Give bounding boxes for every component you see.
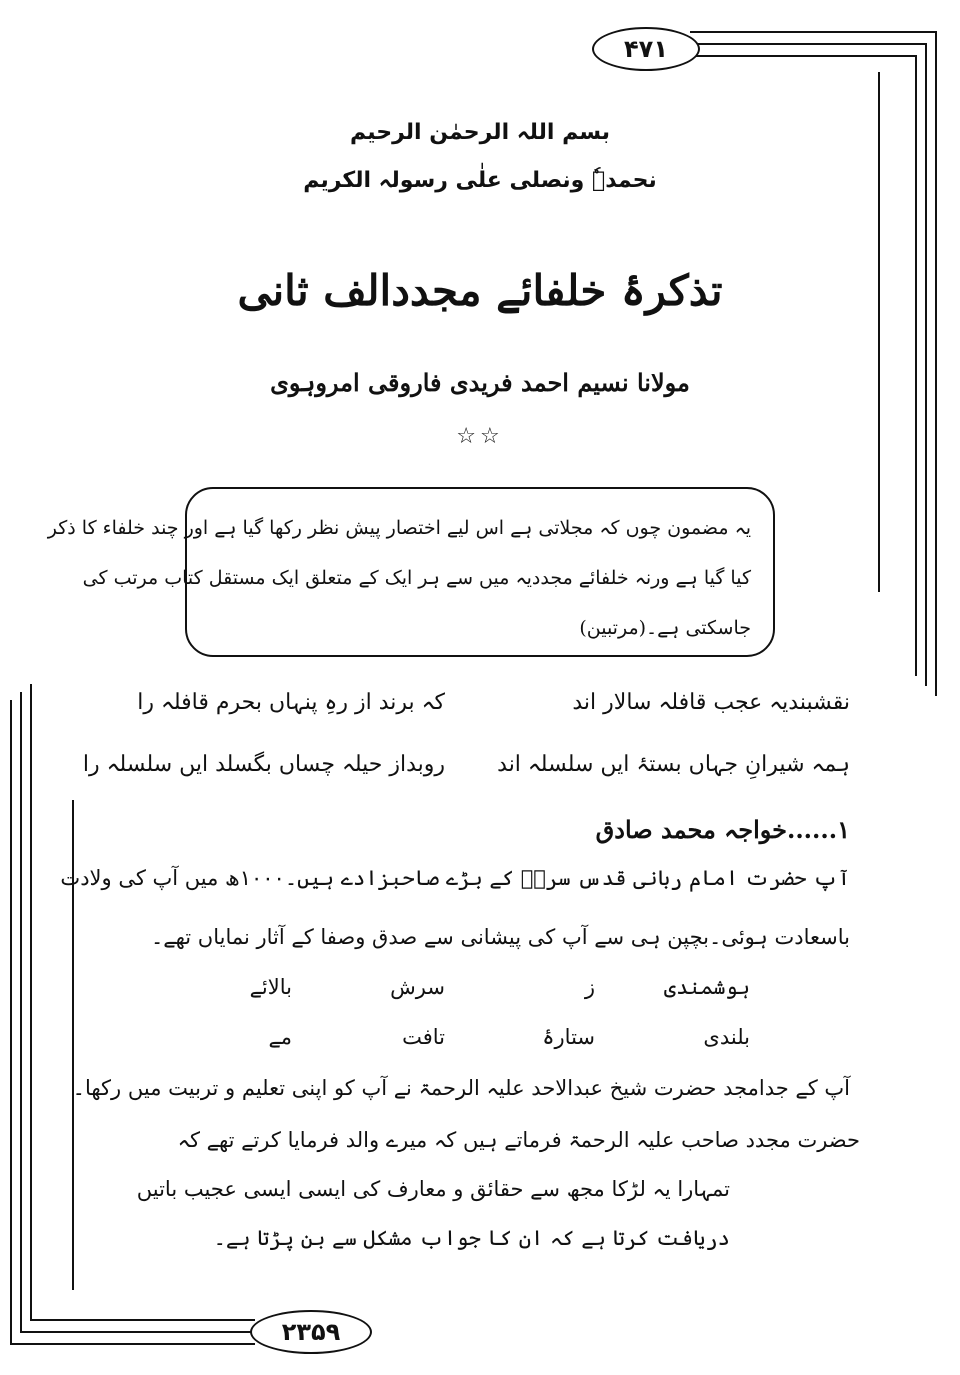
page-number-bottom: ۲۳۵۹ — [250, 1310, 372, 1354]
paragraph-line: آپ کے جدامجد حضرت شیخ عبدالاحد علیہ الرحمۃ نے آپ کو اپنی تعلیم و تربیت میں رکھا۔ — [72, 1076, 850, 1100]
paragraph-line: آپ حضرت امام ربانی قدس سرہٗ کے بڑے صاحبزادے ہیں۔۱۰۰۰ھ میں آپ کی ولادت — [60, 866, 850, 890]
verse3-word: تافت — [402, 1025, 445, 1049]
verse3-word: ز — [584, 975, 595, 999]
verse-1-second-hemistich: کہ برند از رہِ پنہاں بحرم قافلہ را — [137, 690, 445, 715]
star-divider: ☆☆ — [456, 424, 504, 449]
frame-inner-right-line — [878, 72, 880, 592]
frame-left-line-2 — [20, 692, 22, 1332]
verse3-word: بالائے — [249, 975, 292, 999]
frame-right-line-3 — [915, 55, 917, 676]
paragraph-line: حضرت مجدد صاحب علیہ الرحمۃ فرماتے ہیں کہ میرے والد فرمایا کرتے تھے کہ — [177, 1128, 860, 1152]
frame-right-line-2 — [925, 43, 927, 686]
frame-bottom-line-3 — [30, 1319, 255, 1321]
paragraph-line: باسعادت ہوئی۔بچپن ہی سے آپ کی پیشانی سے صدق وصفا کے آثار نمایاں تھے۔ — [150, 925, 850, 949]
note-line: کیا گیا ہے ورنہ خلفائے مجددیہ میں سے ہر ایک کے متعلق ایک مستقل کتاب مرتب کی — [82, 567, 751, 589]
page-number-top: ۴۷۱ — [592, 27, 700, 71]
note-line: یہ مضمون چوں کہ مجلاتی ہے اس لیے اختصار پیش نظر رکھا گیا ہے اور چند خلفاء کا ذکر — [47, 517, 751, 539]
page-title: تذکرۂ خلفائے مجددالف ثانی — [237, 266, 723, 315]
frame-right-line-1 — [935, 31, 937, 696]
verse3-word: ہوشمندی — [663, 975, 750, 999]
bismillah: بسم اللہ الرحمٰن الرحیم — [349, 120, 610, 145]
verse-1-first-hemistich: نقشبندیہ عجب قافلہ سالار اند — [572, 690, 850, 715]
quote-line: دریافت کرتا ہے کہ ان کا جواب مشکل سے بن پڑتا ہے۔ — [213, 1226, 730, 1250]
frame-top-line-1 — [690, 31, 937, 33]
verse-2-first-hemistich: ہمہ شیرانِ جہاں بستۂ ایں سلسلہ اند — [497, 752, 850, 777]
note-line: جاسکتی ہے۔(مرتبین) — [579, 617, 751, 639]
author-name: مولانا نسیم احمد فریدی فاروقی امروہوی — [270, 368, 690, 397]
quote-line: تمہارا یہ لڑکا مجھ سے حقائق و معارف کی ایسی ایسی عجیب باتیں — [136, 1177, 730, 1201]
frame-left-line-3 — [30, 684, 32, 1319]
frame-top-line-2 — [690, 43, 927, 45]
verse-2-second-hemistich: روبداز حیلہ چساں بگسلد ایں سلسلہ را — [82, 752, 445, 777]
verse3-word: مے — [268, 1025, 292, 1049]
verse3-word: بلندی — [703, 1025, 750, 1049]
section-heading: ۱......خواجہ محمد صادق — [595, 815, 850, 844]
invocation: نحمدہٗ ونصلی علٰی رسولہ الکریم — [303, 168, 657, 193]
verse3-word: ستارۂ — [542, 1025, 595, 1049]
verse3-word: سرش — [390, 975, 445, 999]
frame-left-line-1 — [10, 700, 12, 1345]
frame-top-line-3 — [690, 55, 917, 57]
editor-note-box — [47, 487, 775, 657]
frame-bottom-line-1 — [10, 1343, 255, 1345]
frame-bottom-line-2 — [20, 1331, 255, 1333]
